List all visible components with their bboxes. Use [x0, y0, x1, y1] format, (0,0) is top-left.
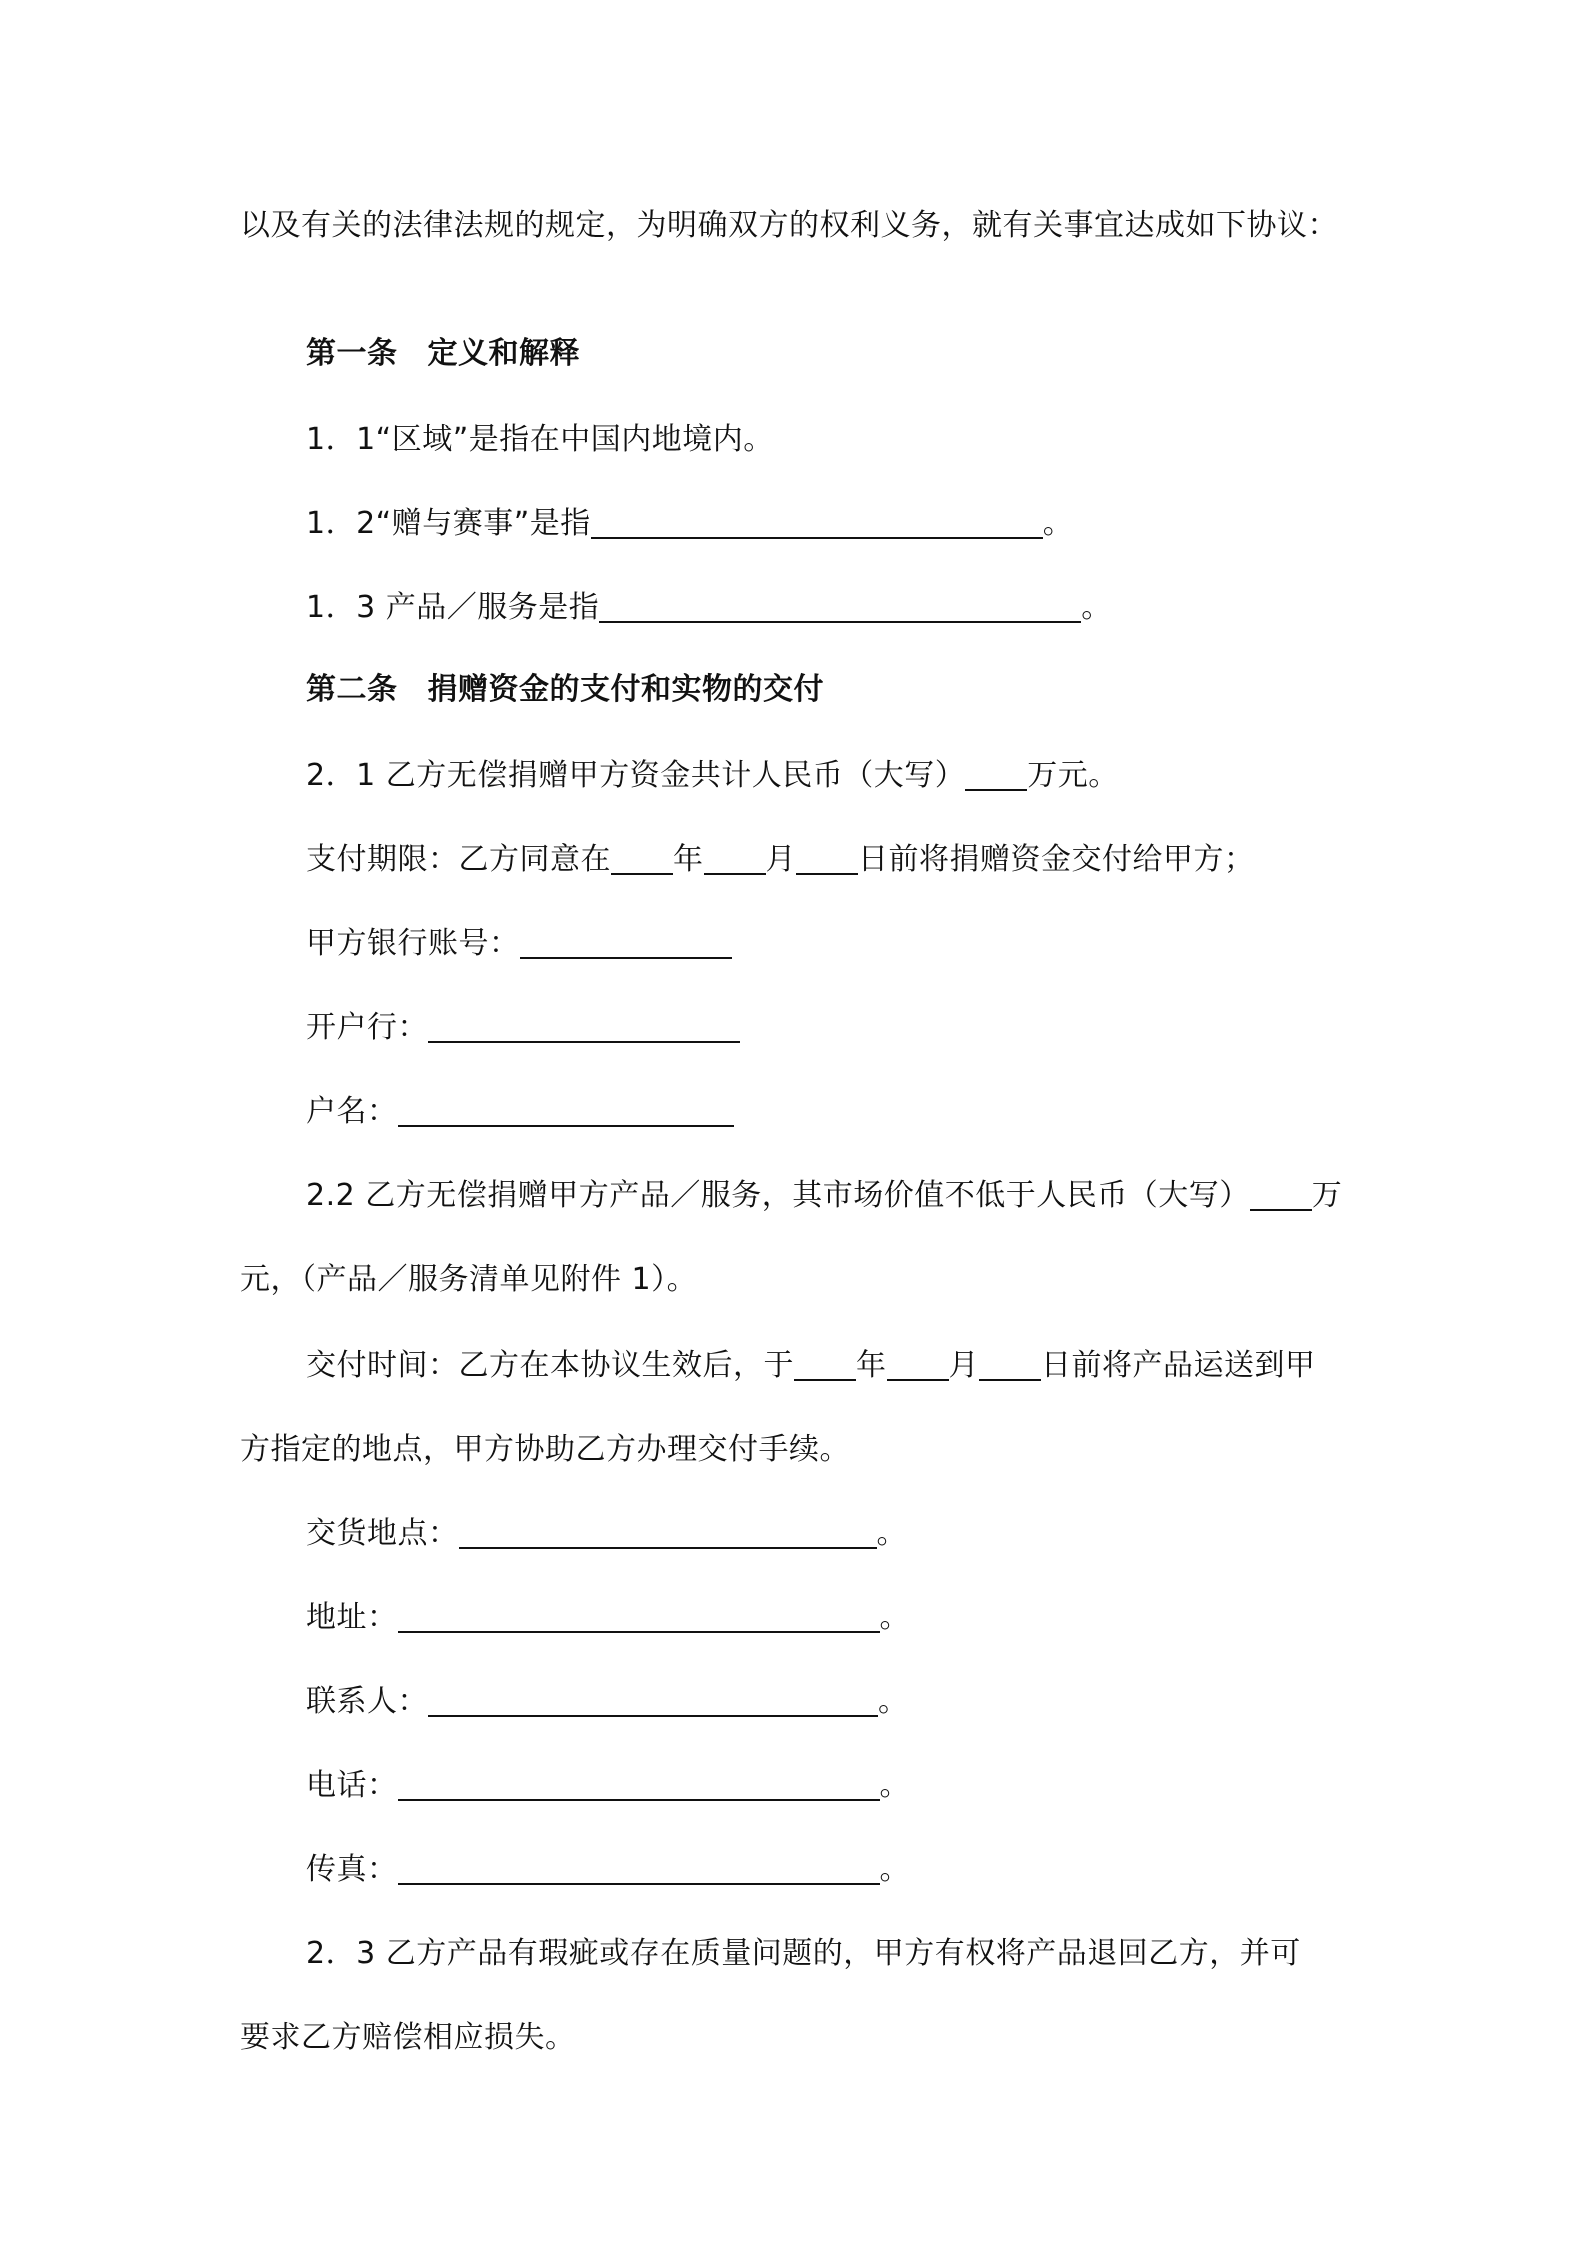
bank-account-blank[interactable] [520, 927, 732, 959]
payment-month-blank[interactable] [704, 843, 766, 875]
fax-label: 传真： [306, 1852, 398, 1887]
delivery-year-label: 年 [856, 1348, 887, 1383]
delivery-day-blank[interactable] [979, 1349, 1041, 1381]
bank-name-label: 开户行： [306, 1010, 428, 1045]
account-name-blank[interactable] [398, 1095, 734, 1127]
payment-deadline [306, 840, 1255, 880]
clause-2-2-unit: 万 [1311, 1178, 1343, 1213]
contact-label: 联系人： [306, 1684, 428, 1719]
payment-month-label: 月 [765, 842, 796, 877]
delivery-time-cont: 方指定的地点，甲方协助乙方办理交付手续。 [240, 1432, 850, 1467]
clause-2-1-unit: 万元。 [1027, 758, 1119, 793]
phone-row [306, 1766, 910, 1806]
clause-1-2 [306, 504, 1073, 544]
payment-year-label: 年 [673, 842, 704, 877]
phone-end: 。 [879, 1768, 910, 1803]
bank-account-row [306, 924, 732, 964]
clause-1-1: 1．1“区域”是指在中国内地境内。 [306, 422, 774, 457]
fax-row [306, 1850, 910, 1890]
article-2-number: 第二条 [306, 672, 398, 707]
account-name-row [306, 1092, 734, 1132]
event-definition-blank[interactable] [591, 507, 1043, 539]
article-1-title: 定义和解释 [427, 336, 580, 371]
delivery-time-text: 交付时间：乙方在本协议生效后，于 [306, 1348, 794, 1383]
delivery-place-end: 。 [876, 1516, 907, 1551]
clause-2-2-cont: 元，（产品／服务清单见附件 1）。 [240, 1262, 698, 1297]
article-2-heading [306, 670, 824, 710]
clause-2-2-text: 2.2 乙方无偿捐赠甲方产品／服务，其市场价值不低于人民币（大写） [306, 1178, 1250, 1213]
account-name-label: 户名： [306, 1094, 398, 1129]
phone-blank[interactable] [398, 1769, 880, 1801]
address-label: 地址： [306, 1600, 398, 1635]
bank-name-row [306, 1008, 740, 1048]
clause-1-2-text: 1．2“赠与赛事”是指 [306, 506, 591, 541]
clause-1-3-text: 1．3 产品／服务是指 [306, 590, 600, 625]
delivery-time [306, 1346, 1316, 1386]
address-row [306, 1598, 910, 1638]
delivery-month-blank[interactable] [887, 1349, 949, 1381]
contact-blank[interactable] [428, 1685, 878, 1717]
clause-1-2-end: 。 [1042, 506, 1074, 541]
contact-row [306, 1682, 909, 1722]
fax-end: 。 [879, 1852, 910, 1887]
phone-label: 电话： [306, 1768, 398, 1803]
product-value-blank[interactable] [1250, 1179, 1312, 1211]
delivery-place-row [306, 1514, 907, 1554]
payment-day-blank[interactable] [796, 843, 858, 875]
payment-year-blank[interactable] [611, 843, 673, 875]
article-2-title: 捐赠资金的支付和实物的交付 [427, 672, 824, 707]
product-definition-blank[interactable] [599, 591, 1081, 623]
delivery-month-label: 月 [948, 1348, 979, 1383]
article-1-number: 第一条 [306, 336, 398, 371]
article-1-heading [306, 334, 580, 374]
fund-amount-blank[interactable] [965, 759, 1027, 791]
clause-2-2 [306, 1176, 1342, 1216]
bank-account-label: 甲方银行账号： [306, 926, 520, 961]
address-end: 。 [879, 1600, 910, 1635]
fax-blank[interactable] [398, 1853, 880, 1885]
clause-1-3 [306, 588, 1112, 628]
intro-paragraph: 以及有关的法律法规的规定，为明确双方的权利义务，就有关事宜达成如下协议： [240, 208, 1338, 243]
delivery-place-blank[interactable] [459, 1517, 877, 1549]
payment-deadline-end: 日前将捐赠资金交付给甲方； [858, 842, 1255, 877]
contact-end: 。 [878, 1684, 909, 1719]
address-blank[interactable] [398, 1601, 880, 1633]
bank-name-blank[interactable] [428, 1011, 740, 1043]
clause-2-1 [306, 756, 1119, 796]
payment-deadline-text: 支付期限：乙方同意在 [306, 842, 611, 877]
delivery-time-end: 日前将产品运送到甲 [1041, 1348, 1316, 1383]
clause-2-1-text: 2．1 乙方无偿捐赠甲方资金共计人民币（大写） [306, 758, 966, 793]
clause-2-3-cont: 要求乙方赔偿相应损失。 [240, 2020, 576, 2055]
delivery-year-blank[interactable] [794, 1349, 856, 1381]
clause-2-3: 2．3 乙方产品有瑕疵或存在质量问题的，甲方有权将产品退回乙方，并可 [306, 1936, 1301, 1971]
delivery-place-label: 交货地点： [306, 1516, 459, 1551]
clause-1-3-end: 。 [1081, 590, 1112, 625]
